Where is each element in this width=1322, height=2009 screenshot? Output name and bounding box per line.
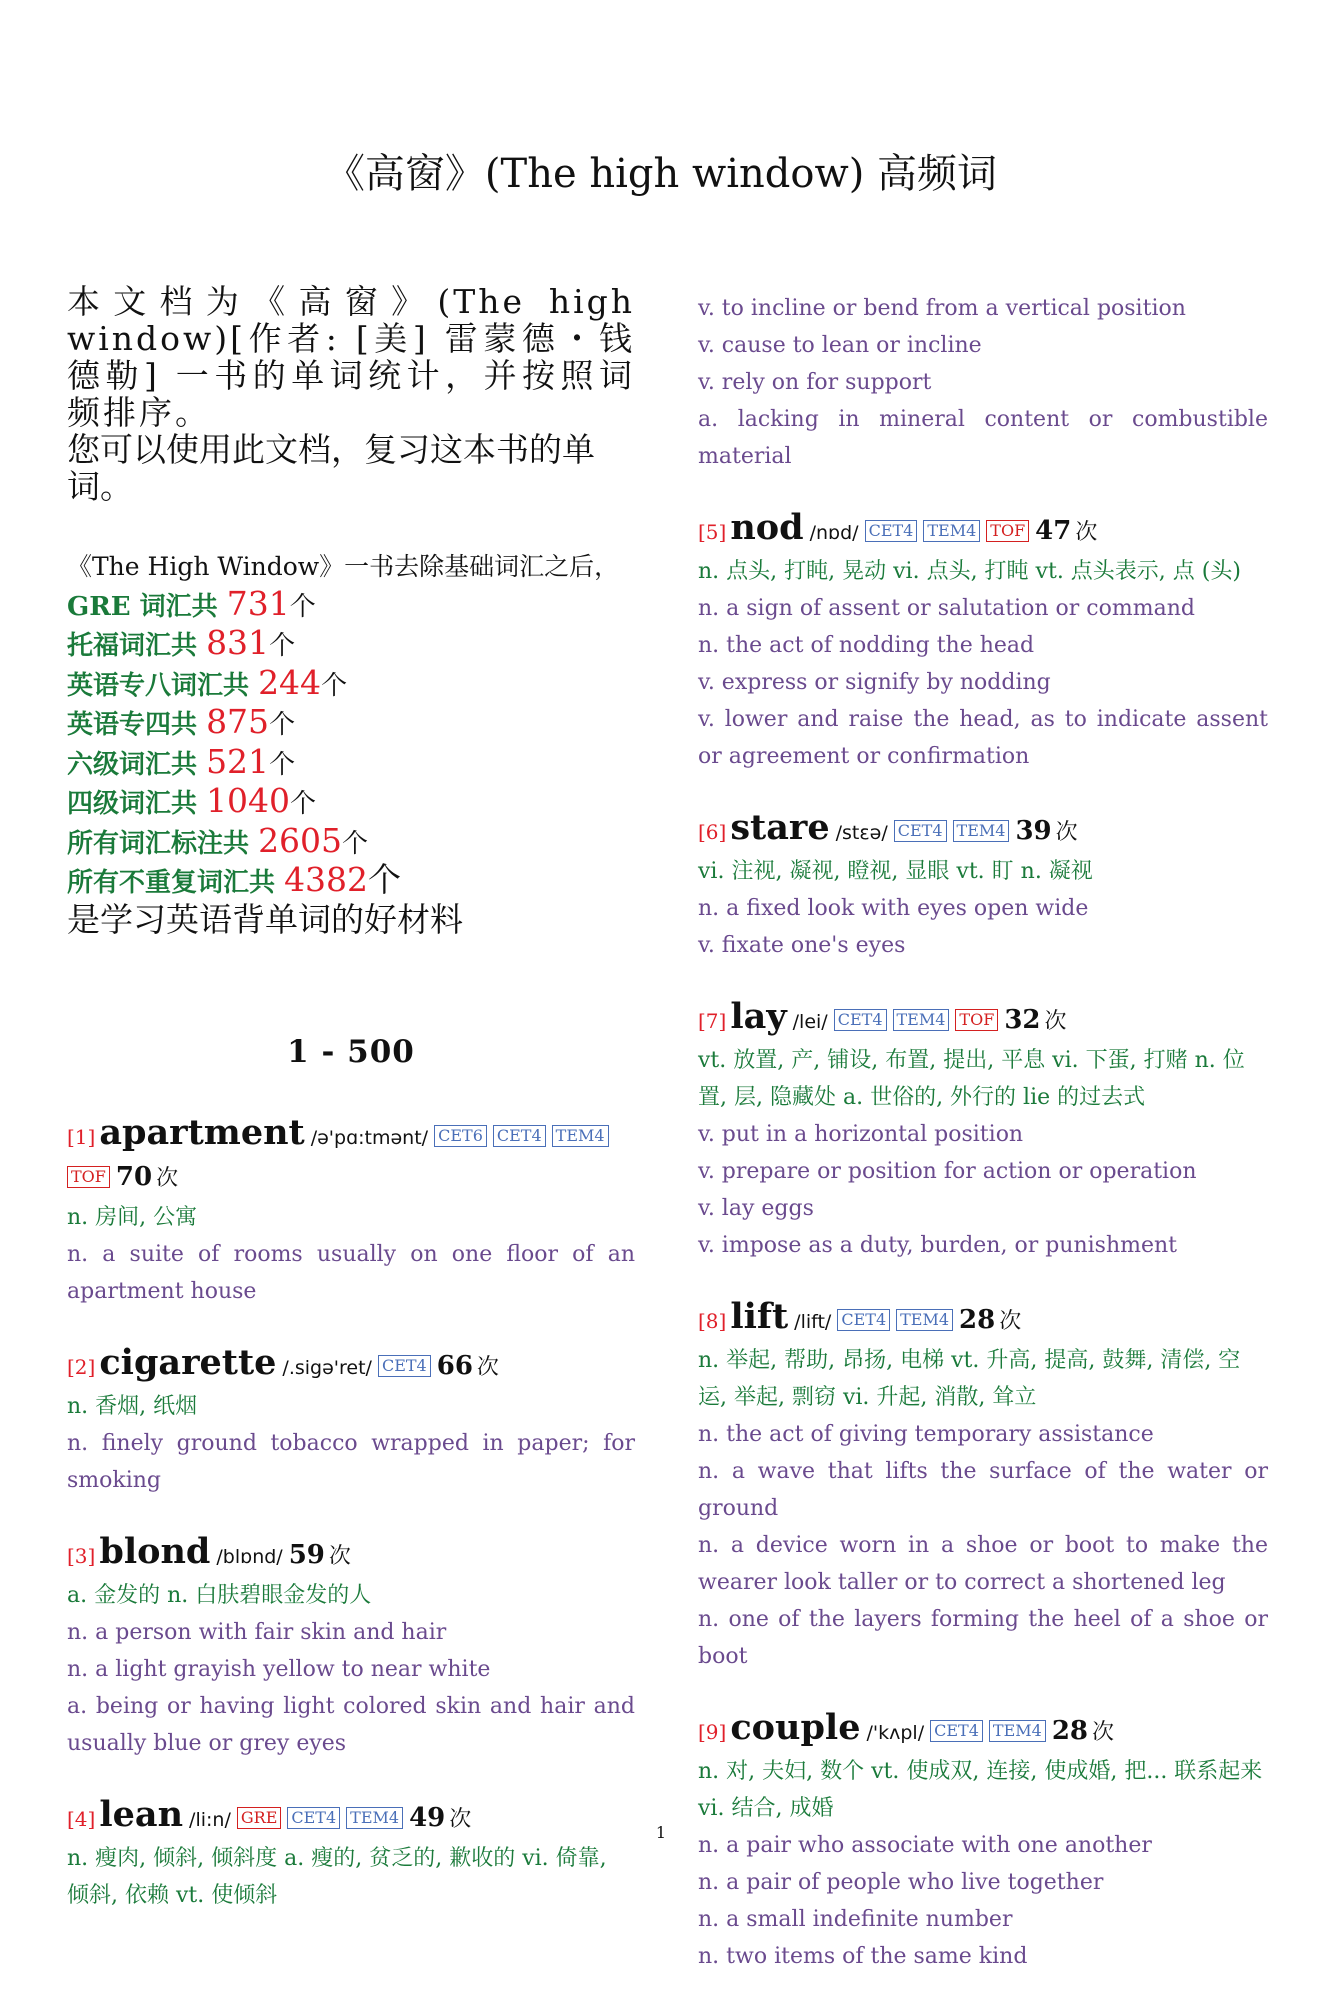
english-definition: v. fixate one's eyes: [698, 933, 906, 958]
english-definition: v. cause to lean or incline: [698, 333, 982, 358]
chinese-definition: n. 瘦肉, 倾斜, 倾斜度 a. 瘦的, 贫乏的, 歉收的 vi. 倚靠, 倾斜, 依赖 vt. 使倾斜: [67, 1846, 607, 1908]
frequency-count: 32: [1004, 1005, 1041, 1035]
word-entry: [67, 1344, 635, 1499]
phonetic: /.sigə'ret/: [282, 1357, 372, 1379]
english-definition: v. rely on for support: [698, 370, 932, 395]
english-definition: v. lay eggs: [698, 1196, 814, 1221]
phonetic: /blɒnd/: [216, 1546, 283, 1568]
word-entry: [67, 1796, 635, 1914]
count-unit: 次: [156, 1166, 179, 1191]
headword: couple: [730, 1707, 861, 1748]
stats-row: 英语专四共 875个: [67, 702, 296, 741]
phonetic: /lei/: [792, 1011, 828, 1033]
entry-index: [9]: [698, 1720, 727, 1744]
english-definition: v. put in a horizontal position: [698, 1122, 1024, 1147]
exam-tag: TEM4: [989, 1720, 1046, 1742]
count-unit: 次: [1092, 1720, 1115, 1745]
frequency-count: 66: [436, 1351, 473, 1381]
chinese-definition: a. 金发的 n. 白肤碧眼金发的人: [67, 1583, 372, 1608]
english-definition: n. a sign of assent or salutation or command: [698, 596, 1195, 621]
frequency-count: 28: [959, 1305, 996, 1335]
phonetic: /li:n/: [189, 1809, 231, 1831]
stats-row: 英语专八词汇共 244个: [67, 662, 348, 702]
entry-head: [67, 1114, 635, 1199]
headword: apartment: [99, 1112, 305, 1153]
entry-head: [698, 1709, 1268, 1753]
english-definition: n. a pair of people who live together: [698, 1870, 1104, 1895]
stats-row: 四级词汇共 1040个: [67, 781, 317, 820]
count-unit: 次: [1075, 520, 1098, 545]
stats-row: 托福词汇共 831个: [67, 623, 296, 662]
entry-head: [698, 509, 1268, 553]
english-definition: n. a device worn in a shoe or boot to make the wearer look taller or to correct a shortened leg: [698, 1533, 1268, 1595]
word-entry: [698, 1298, 1268, 1675]
word-entry: [698, 809, 1268, 964]
english-definition: v. express or signify by nodding: [698, 670, 1051, 695]
intro-line-1: 本文档为《高窗》(The high window)[作者: [美] 雷蒙德・钱德勒] 一书的单词统计，并按照词频排序。: [67, 282, 635, 432]
headword: blond: [99, 1531, 211, 1572]
count-unit: 次: [999, 1309, 1022, 1334]
english-definition: v. prepare or position for action or operation: [698, 1159, 1197, 1184]
stats-row: GRE 词汇共 731个: [67, 583, 316, 623]
entry-head: [698, 809, 1268, 853]
count-unit: 次: [476, 1355, 499, 1380]
entry-index: [2]: [67, 1355, 96, 1379]
exam-tag: CET4: [493, 1125, 546, 1147]
english-definition: n. the act of nodding the head: [698, 633, 1035, 658]
page-number: 1: [655, 1823, 667, 1842]
frequency-count: 47: [1035, 516, 1072, 546]
stats-closing: 是学习英语背单词的好材料: [67, 899, 463, 939]
exam-tag: TEM4: [923, 520, 980, 542]
section-heading: 1 - 500: [287, 1034, 415, 1070]
word-entry: [67, 1114, 635, 1310]
english-definition: a. lacking in mineral content or combustible material: [698, 407, 1268, 469]
count-unit: 次: [449, 1807, 472, 1832]
entry-index: [4]: [67, 1807, 96, 1831]
chinese-definition: vi. 注视, 凝视, 瞪视, 显眼 vt. 盯 n. 凝视: [698, 859, 1093, 884]
phonetic: /lift/: [794, 1311, 832, 1333]
frequency-count: 49: [409, 1803, 446, 1833]
frequency-count: 59: [288, 1540, 325, 1570]
entry-head: [67, 1344, 635, 1388]
english-definition: n. a small indefinite number: [698, 1907, 1013, 1932]
english-definition: v. to incline or bend from a vertical position: [698, 296, 1186, 321]
stats-row: 所有不重复词汇共 4382个: [67, 860, 402, 899]
entry-index: [3]: [67, 1544, 96, 1568]
phonetic: /stεə/: [835, 822, 888, 844]
chinese-definition: n. 举起, 帮助, 昂扬, 电梯 vt. 升高, 提高, 鼓舞, 清偿, 空运, 举起, 剽窃 vi. 升起, 消散, 耸立: [698, 1348, 1241, 1410]
exam-tag: CET4: [865, 520, 918, 542]
exam-tag: TEM4: [896, 1309, 953, 1331]
exam-tag: TOF: [67, 1166, 110, 1188]
english-definition: n. a wave that lifts the surface of the water or ground: [698, 1459, 1268, 1521]
english-definition: n. a light grayish yellow to near white: [67, 1657, 491, 1682]
exam-tag: CET6: [434, 1125, 487, 1147]
frequency-count: 28: [1051, 1716, 1088, 1746]
english-definition: n. two items of the same kind: [698, 1944, 1028, 1969]
exam-tag: TEM4: [552, 1125, 609, 1147]
entry-index: [5]: [698, 520, 727, 544]
entry-index: [8]: [698, 1309, 727, 1333]
word-entry: [67, 1533, 635, 1762]
english-definition: n. a pair who associate with one another: [698, 1833, 1152, 1858]
document-title: 《高窗》(The high window) 高频词: [324, 151, 998, 197]
exam-tag: CET4: [834, 1009, 887, 1031]
entry-index: [1]: [67, 1125, 96, 1149]
phonetic: /nɒd/: [809, 522, 859, 544]
english-definition: n. a suite of rooms usually on one floor of an apartment house: [67, 1242, 635, 1304]
english-definition: n. a person with fair skin and hair: [67, 1620, 447, 1645]
headword: lift: [730, 1296, 789, 1337]
left-column: [67, 283, 635, 1948]
stats-row: 所有词汇标注共 2605个: [67, 820, 369, 860]
headword: lean: [99, 1794, 184, 1835]
word-entry-continuation: [698, 290, 1268, 475]
chinese-definition: n. 房间, 公寓: [67, 1205, 198, 1230]
chinese-definition: n. 对, 夫妇, 数个 vt. 使成双, 连接, 使成婚, 把... 联系起来 vi. 结合, 成婚: [698, 1759, 1263, 1821]
exam-tag: TOF: [955, 1009, 998, 1031]
exam-tag: TEM4: [953, 820, 1010, 842]
english-definition: n. the act of giving temporary assistance: [698, 1422, 1154, 1447]
entry-head: [698, 1298, 1268, 1342]
entry-index: [7]: [698, 1009, 727, 1033]
headword: cigarette: [99, 1342, 277, 1383]
count-unit: 次: [1055, 820, 1078, 845]
english-definition: a. being or having light colored skin and hair and usually blue or grey eyes: [67, 1694, 635, 1756]
entry-index: [6]: [698, 820, 727, 844]
english-definition: n. one of the layers forming the heel of a shoe or boot: [698, 1607, 1268, 1669]
count-unit: 次: [328, 1544, 351, 1569]
intro-line-2: 您可以使用此文档，复习这本书的单词。: [67, 430, 595, 506]
exam-tag: CET4: [378, 1355, 431, 1377]
stats-row: 六级词汇共 521个: [67, 741, 296, 781]
chinese-definition: n. 香烟, 纸烟: [67, 1394, 198, 1419]
intro-paragraph: [67, 283, 635, 505]
entry-head: [698, 998, 1268, 1042]
exam-tag: CET4: [894, 820, 947, 842]
exam-tag: TEM4: [893, 1009, 950, 1031]
exam-tag: CET4: [930, 1720, 983, 1742]
word-entry: [698, 509, 1268, 775]
exam-tag: TEM4: [346, 1807, 403, 1829]
phonetic: /ə'pɑ:tmənt/: [310, 1127, 429, 1149]
english-definition: n. a fixed look with eyes open wide: [698, 896, 1089, 921]
chinese-definition: vt. 放置, 产, 铺设, 布置, 提出, 平息 vi. 下蛋, 打赌 n. 位置, 层, 隐藏处 a. 世俗的, 外行的 lie 的过去式: [698, 1048, 1245, 1110]
exam-tag: GRE: [237, 1807, 282, 1829]
phonetic: /'kʌpl/: [866, 1722, 925, 1744]
exam-tag: TOF: [986, 520, 1029, 542]
word-entry: [698, 998, 1268, 1264]
headword: lay: [730, 996, 787, 1037]
english-definition: v. lower and raise the head, as to indicate assent or agreement or confirmation: [698, 707, 1268, 769]
stats-lead: 《The High Window》一书去除基础词汇之后，: [67, 552, 620, 581]
english-definition: n. finely ground tobacco wrapped in paper; for smoking: [67, 1431, 635, 1493]
right-column: [698, 290, 1268, 2009]
frequency-count: 39: [1015, 816, 1052, 846]
headword: nod: [730, 507, 804, 548]
word-entry: [698, 1709, 1268, 1975]
exam-tag: CET4: [837, 1309, 890, 1331]
english-definition: v. impose as a duty, burden, or punishment: [698, 1233, 1178, 1258]
headword: stare: [730, 807, 830, 848]
vocabulary-stats: [67, 549, 635, 938]
entry-head: [67, 1533, 635, 1577]
frequency-count: 70: [115, 1162, 153, 1192]
count-unit: 次: [1044, 1009, 1067, 1034]
exam-tag: CET4: [287, 1807, 340, 1829]
chinese-definition: n. 点头, 打盹, 晃动 vi. 点头, 打盹 vt. 点头表示, 点 (头): [698, 559, 1241, 584]
